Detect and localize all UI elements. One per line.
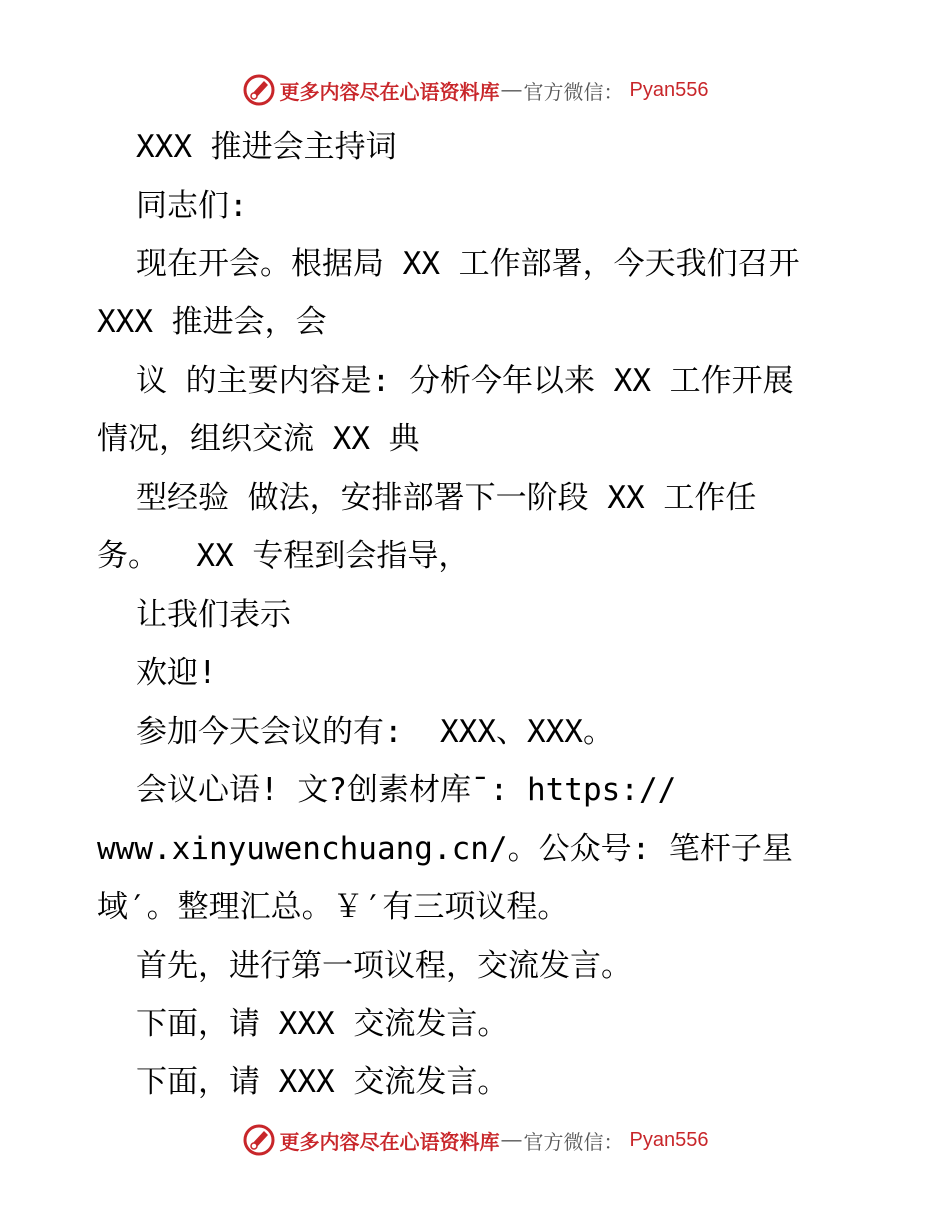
paragraph-line: www.xinyuwenchuang.cn/。公众号: 笔杆子星: [97, 831, 793, 867]
banner-dash: —: [501, 78, 522, 101]
banner-slogan: 更多内容尽在心语资料库: [279, 79, 500, 104]
paragraph-line: 议 的主要内容是: 分析今年以来 XX 工作开展: [136, 363, 794, 399]
header-watermark-banner: [0, 70, 950, 110]
brand-logo-icon: [242, 73, 276, 107]
paragraph-line: XXX 推进会，会: [97, 304, 327, 340]
banner-slogan: 更多内容尽在心语资料库: [279, 1129, 500, 1154]
paragraph-line: 现在开会。根据局 XX 工作部署，今天我们召开: [136, 246, 800, 282]
banner-wechat-label: 官方微信：: [523, 79, 624, 104]
document-title: XXX 推进会主持词: [136, 129, 397, 165]
brand-logo-icon: [242, 1123, 276, 1157]
paragraph-line: 会议心语! 文?创素材库¯: https://: [136, 772, 677, 808]
paragraph-line: 域′。整理汇总。￥′有三项议程。: [97, 889, 569, 925]
banner-dash: —: [501, 1128, 522, 1151]
banner-wechat-label: 官方微信：: [523, 1129, 624, 1154]
banner-wechat-id: Pyan556: [629, 78, 709, 101]
paragraph-line: 下面，请 XXX 交流发言。: [136, 1064, 509, 1100]
paragraph-line: 欢迎!: [136, 655, 217, 691]
banner-wechat-id: Pyan556: [629, 1128, 709, 1151]
paragraph-line: 务。 XX 专程到会指导，: [97, 538, 470, 574]
paragraph-line: 型经验 做法，安排部署下一阶段 XX 工作任: [136, 480, 757, 516]
footer-watermark-banner: [0, 1120, 950, 1160]
paragraph-line: 让我们表示: [136, 597, 291, 633]
paragraph-line: 情况，组织交流 XX 典: [97, 421, 420, 457]
paragraph-line: 首先，进行第一项议程，交流发言。: [136, 948, 632, 984]
paragraph-line: 参加今天会议的有: XXX、XXX。: [136, 714, 614, 750]
paragraph-line: 下面，请 XXX 交流发言。: [136, 1006, 509, 1042]
paragraph-line: 同志们:: [136, 188, 248, 224]
